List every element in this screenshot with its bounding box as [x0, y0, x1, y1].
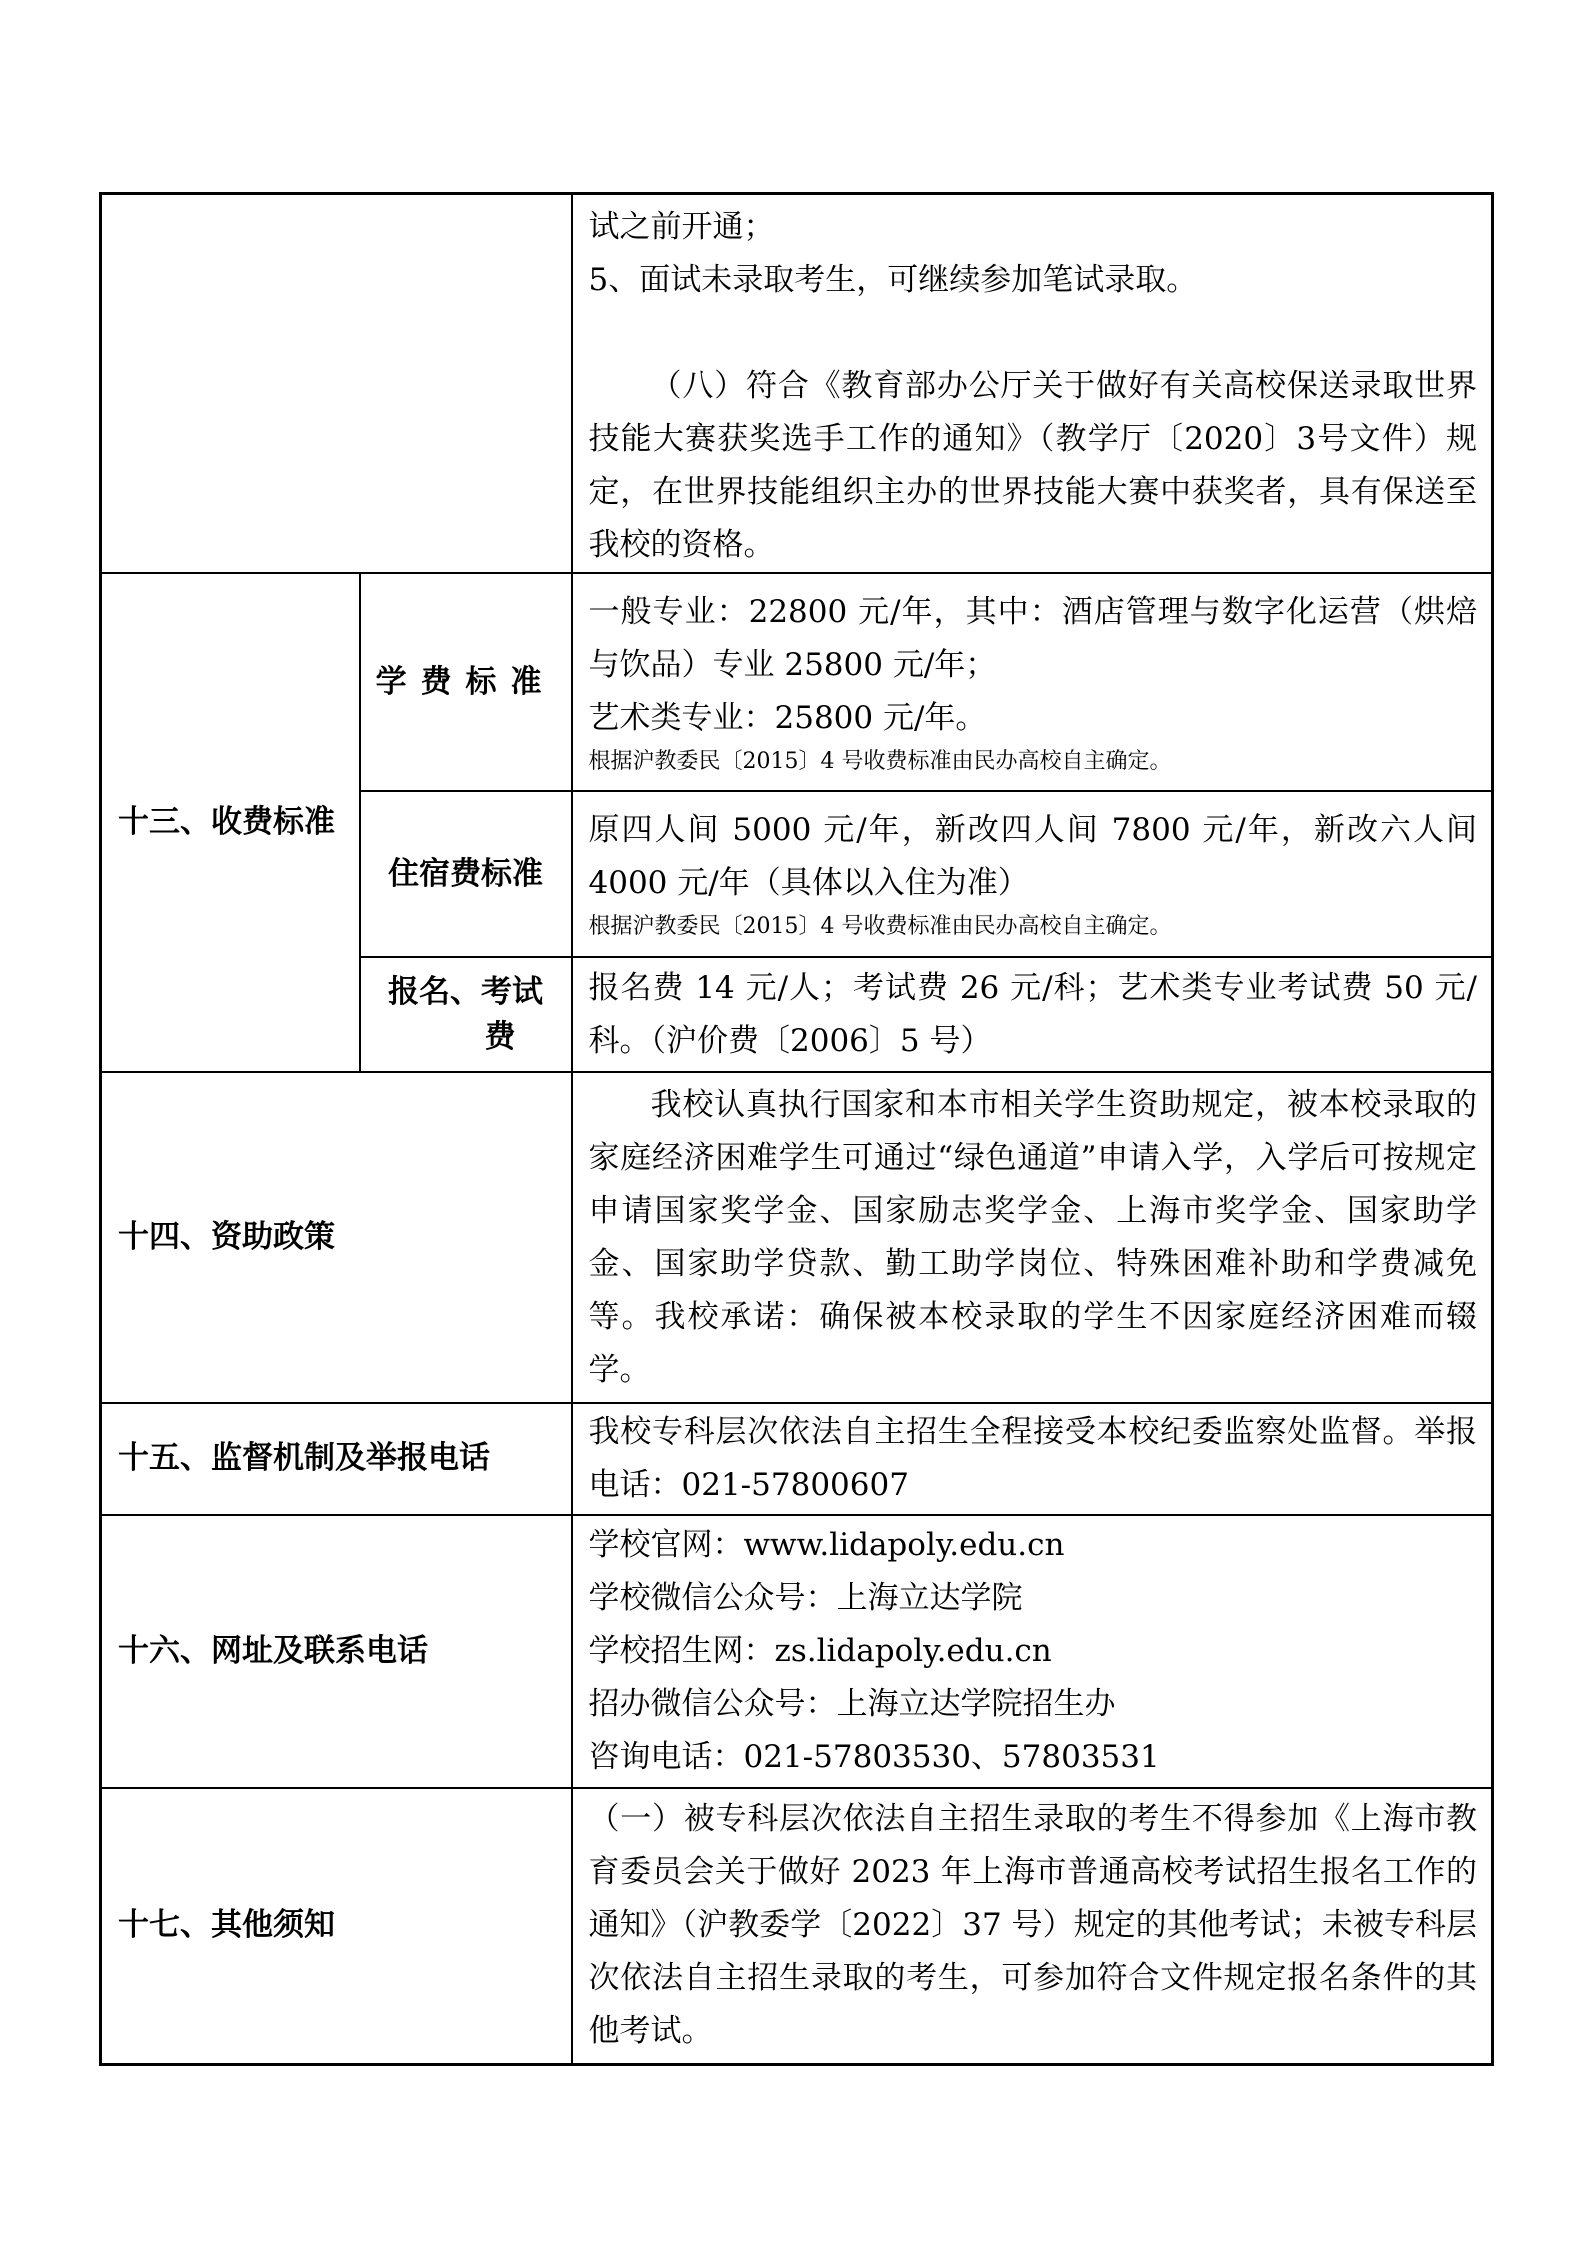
- contact-line: 学校微信公众号：上海立达学院: [588, 1580, 1023, 1616]
- exam-fee-label-b: 费: [484, 1018, 516, 1055]
- tuition-line: 艺术类专业：25800 元/年。: [588, 699, 987, 736]
- section-14-text: 我校认真执行国家和本市相关学生资助规定，被本校录取的家庭经济困难学生可通过“绿色通道”申请入学，入学后可按规定申请国家奖学金、国家励志奖学金、上海市奖学金、国家助学金、国家助学贷款、勤工助学岗位、特殊困难补助和学费减免等。我校承诺：确保被本校录取的学生不因家庭经济困难而辍学。: [588, 1086, 1477, 1388]
- contact-line: 招办微信公众号：上海立达学院招生办: [588, 1686, 1116, 1722]
- section-15-content: [572, 1403, 1493, 1515]
- dorm-line: 原四人间 5000 元/年，新改四人间 7800 元/年，新改六人间 4000 元/年（具体以入住为准）: [588, 812, 1477, 901]
- section-15-text: 我校专科层次依法自主招生全程接受本校纪委监察处监督。举报电话：021-57800607: [588, 1414, 1477, 1503]
- section-17-text: （一）被专科层次依法自主招生录取的考生不得参加《上海市教育委员会关于做好 2023 年上海市普通高校考试招生报名工作的通知》（沪教委学〔2022〕37 号）规定的其他考试；未被专科层次依法自主招生录取的考生，可参加符合文件规定报名条件的其他考试。: [588, 1801, 1477, 2050]
- tuition-label-text: 学费标准: [375, 663, 556, 700]
- contact-line: 学校官网：www.lidapoly.edu.cn: [588, 1527, 1065, 1563]
- section-16-label: 十六、网址及联系电话: [101, 1515, 572, 1788]
- admissions-table: [99, 192, 1494, 2066]
- dorm-label: 住宿费标准: [360, 791, 572, 957]
- tuition-row: [101, 573, 1493, 791]
- section-14-row: [101, 1072, 1493, 1403]
- section-16-content: [572, 1515, 1493, 1788]
- section-15-label: 十五、监督机制及举报电话: [101, 1403, 572, 1515]
- section-13-label: 十三、收费标准: [101, 573, 360, 1072]
- section-14-label: 十四、资助政策: [101, 1072, 572, 1403]
- section-17-label: 十七、其他须知: [101, 1788, 572, 2064]
- exam-fee-line: 报名费 14 元/人；考试费 26 元/科；艺术类专业考试费 50 元/科。（沪价费〔2006〕5 号）: [588, 969, 1477, 1059]
- exam-fee-content: [572, 957, 1493, 1072]
- tuition-line: 一般专业：22800 元/年，其中：酒店管理与数字化运营（烘焙与饮品）专业 25800 元/年；: [588, 593, 1477, 683]
- continuation-line: 5、面试未录取考生，可继续参加笔试录取。: [588, 262, 1198, 298]
- section-17-content: [572, 1788, 1493, 2064]
- section-16-row: [101, 1515, 1493, 1788]
- continuation-label-cell: [101, 194, 572, 574]
- exam-fee-label-a: 报名、考试: [388, 973, 543, 1010]
- section-15-row: [101, 1403, 1493, 1515]
- tuition-content: [572, 573, 1493, 791]
- exam-fee-label: [360, 957, 572, 1072]
- section-17-row: [101, 1788, 1493, 2064]
- contact-line: 咨询电话：021-57803530、57803531: [588, 1739, 1160, 1775]
- dorm-note: 根据沪教委民〔2015〕4 号收费标准由民办高校自主确定。: [588, 914, 1172, 939]
- contact-line: 学校招生网：zs.lidapoly.edu.cn: [588, 1633, 1052, 1669]
- tuition-label: [360, 573, 572, 791]
- paragraph-8: （八）符合《教育部办公厅关于做好有关高校保送录取世界技能大赛获奖选手工作的通知》（教学厅〔2020〕3号文件）规定，在世界技能组织主办的世界技能大赛中获奖者，具有保送至我校的资格。: [588, 368, 1477, 563]
- dorm-content: [572, 791, 1493, 957]
- section-14-content: [572, 1072, 1493, 1403]
- continuation-content: [572, 194, 1493, 574]
- continuation-line: 试之前开通；: [588, 209, 775, 245]
- continuation-row: [101, 194, 1493, 574]
- tuition-note: 根据沪教委民〔2015〕4 号收费标准由民办高校自主确定。: [588, 748, 1172, 774]
